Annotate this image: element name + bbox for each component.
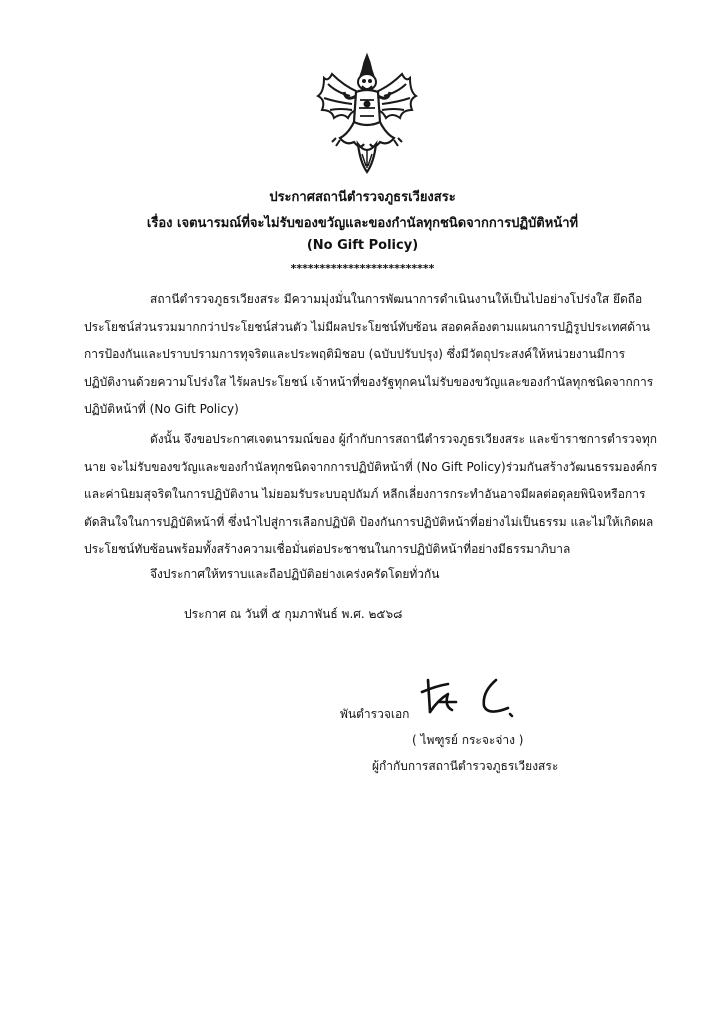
paragraph-line: ปฏิบัติหน้าที่ (No Gift Policy) (84, 402, 239, 416)
signatory-name: ( ไพฑูรย์ กระจะจ่าง ) (412, 733, 524, 747)
paragraph-line: ประโยชน์ส่วนรวมมากกว่าประโยชน์ส่วนตัว ไม่มีผลประโยชน์ทับซ้อน สอดคล้องตามแผนการปฏิรูปประเทศด้าน (84, 319, 650, 334)
paragraph-line: ดังนั้น จึงขอประกาศเจตนารมณ์ของ ผู้กำกับการสถานีตำรวจภูธรเวียงสระ และข้าราชการตำรวจทุก (150, 432, 657, 446)
paragraph-line: ปฏิบัติงานด้วยความโปร่งใส ไร้ผลประโยชน์ เจ้าหน้าที่ของรัฐทุกคนไม่รับของขวัญและของกำนัลทุกชนิดจากการ (84, 374, 654, 389)
garuda-emblem-icon (314, 52, 420, 178)
announcement-subject: เรื่อง เจตนารมณ์ที่จะไม่รับของขวัญและของกำนัลทุกชนิดจากการปฏิบัติหน้าที่ (146, 216, 579, 231)
signatory-rank: พันตำรวจเอก (340, 707, 410, 721)
signatory-position: ผู้กำกับการสถานีตำรวจภูธรเวียงสระ (372, 759, 559, 773)
paragraph-line: ประโยชน์ทับซ้อนพร้อมทั้งสร้างความเชื่อมั่นต่อประชาชนในการปฏิบัติหน้าที่อย่างมีธรรมาภิบาล (84, 542, 571, 556)
announcement-date: ประกาศ ณ วันที่ ๕ กุมภาพันธ์ พ.ศ. ๒๕๖๘ (184, 607, 403, 621)
announcement-policy-name: (No Gift Policy) (306, 238, 419, 253)
paragraph-line: และค่านิยมสุจริตในการปฏิบัติงาน ไม่ยอมรับระบบอุปถัมภ์ หลีกเลี่ยงการกระทำอันอาจมีผลต่อดุลยพินิจหรือการ (84, 487, 646, 501)
paragraph-line: นาย จะไม่รับของขวัญและของกำนัลทุกชนิดจากการปฏิบัติหน้าที่ (No Gift Policy)ร่วมกันสร้างวัฒนธรรมองค์กร (84, 459, 658, 474)
paragraph-closing: จึงประกาศให้ทราบและถือปฏิบัติอย่างเคร่งครัดโดยทั่วกัน (150, 567, 440, 581)
paragraph-declaration (84, 426, 660, 564)
separator-stars: ************************* (290, 262, 435, 275)
paragraph-intro (84, 286, 660, 424)
handwritten-signature-icon (418, 672, 530, 728)
paragraph-line: การป้องกันและปราบปรามการทุจริตและประพฤติมิชอบ (ฉบับปรับปรุง) ซึ่งมีวัตถุประสงค์ให้หน่วยงานมีการ (84, 347, 626, 361)
announcement-title: ประกาศสถานีตำรวจภูธรเวียงสระ (269, 190, 456, 205)
paragraph-line: สถานีตำรวจภูธรเวียงสระ มีความมุ่งมั่นในการพัฒนาการดำเนินงานให้เป็นไปอย่างโปร่งใส ยึดถือ (150, 292, 643, 306)
paragraph-line: ตัดสินใจในการปฏิบัติหน้าที่ ซึ่งนำไปสู่การเลือกปฏิบัติ ป้องกันการปฏิบัติหน้าที่อย่างไม่เป็นธรรม และไม่ให้เกิดผล (84, 514, 654, 529)
